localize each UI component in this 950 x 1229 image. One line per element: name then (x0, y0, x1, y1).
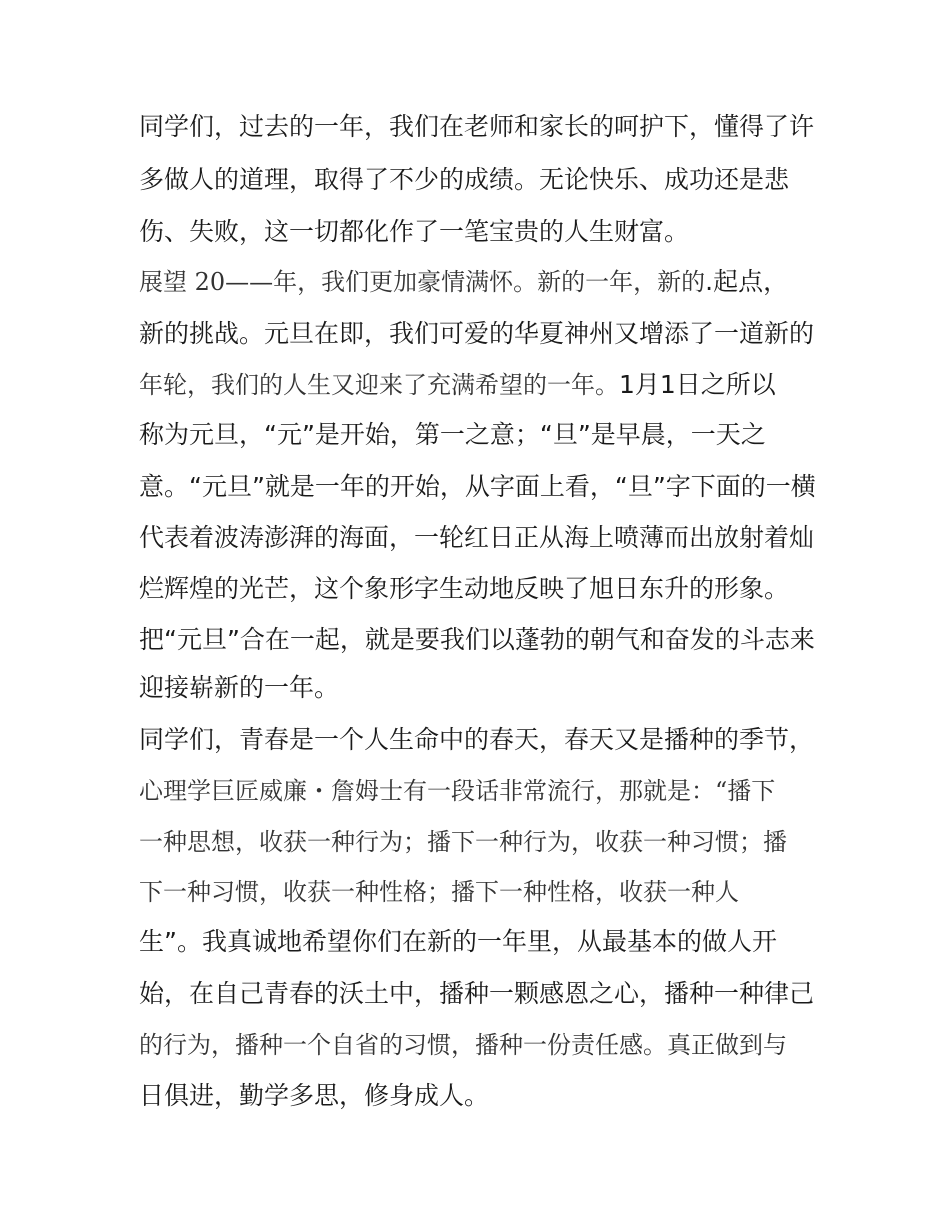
paragraph-line: 把“元旦”合在一起，就是要我们以蓬勃的朝气和奋发的斗志来 (139, 625, 815, 654)
text-segment: 展望 20——年，我们更加豪情满怀。新的一年，新的 (139, 268, 706, 296)
paragraph-line (139, 262, 788, 302)
text-segment: 1月1日之所以 (619, 370, 776, 399)
paragraph-line: 一种思想，收获一种行为；播下一种行为，收获一种习惯；播 (139, 828, 787, 856)
text-segment: .起点， (705, 267, 789, 296)
paragraph-line: 迎接崭新的一年。 (139, 673, 340, 702)
paragraph-line: 生”。我真诚地希望你们在新的一年里，从最基本的做人开 (139, 927, 777, 956)
paragraph-line: 意。“元旦”就是一年的开始，从字面上看，“旦”字下面的一横 (139, 472, 816, 501)
paragraph-line: 多做人的道理，取得了不少的成绩。无论快乐、成功还是悲 (139, 165, 790, 194)
paragraph-line: 心理学巨匠威廉・詹姆士有一段话非常流行，那就是：“播下 (139, 777, 776, 805)
paragraph-line: 烂辉煌的光芒，这个象形字生动地反映了旭日东升的形象。 (139, 574, 790, 603)
paragraph-line: 日俱进，勤学多思，修身成人。 (139, 1081, 490, 1110)
paragraph-line: 下一种习惯，收获一种性格；播下一种性格，收获一种人 (139, 878, 739, 906)
paragraph-line: 代表着波涛澎湃的海面，一轮红日正从海上喷薄而出放射着灿 (139, 523, 815, 552)
paragraph-line: 的行为，播种一个自省的习惯，播种一份责任感。真正做到与 (139, 1031, 787, 1059)
paragraph-line: 伤、失败，这一切都化作了一笔宝贵的人生财富。 (139, 217, 690, 246)
paragraph-line: 始，在自己青春的沃土中，播种一颗感恩之心，播种一种律己 (139, 979, 815, 1008)
paragraph-line: 同学们，青春是一个人生命中的春天，春天又是播种的季节， (139, 725, 815, 754)
paragraph-line (139, 365, 776, 405)
paragraph-line: 称为元旦，“元”是开始，第一之意；“旦”是早晨，一天之 (139, 420, 766, 449)
paragraph-line: 新的挑战。元旦在即，我们可爱的华夏神州又增添了一道新的 (139, 319, 815, 348)
paragraph-line: 同学们，过去的一年，我们在老师和家长的呵护下，懂得了许 (139, 112, 815, 141)
text-segment: 年轮，我们的人生又迎来了充满希望的一年。 (139, 371, 619, 399)
